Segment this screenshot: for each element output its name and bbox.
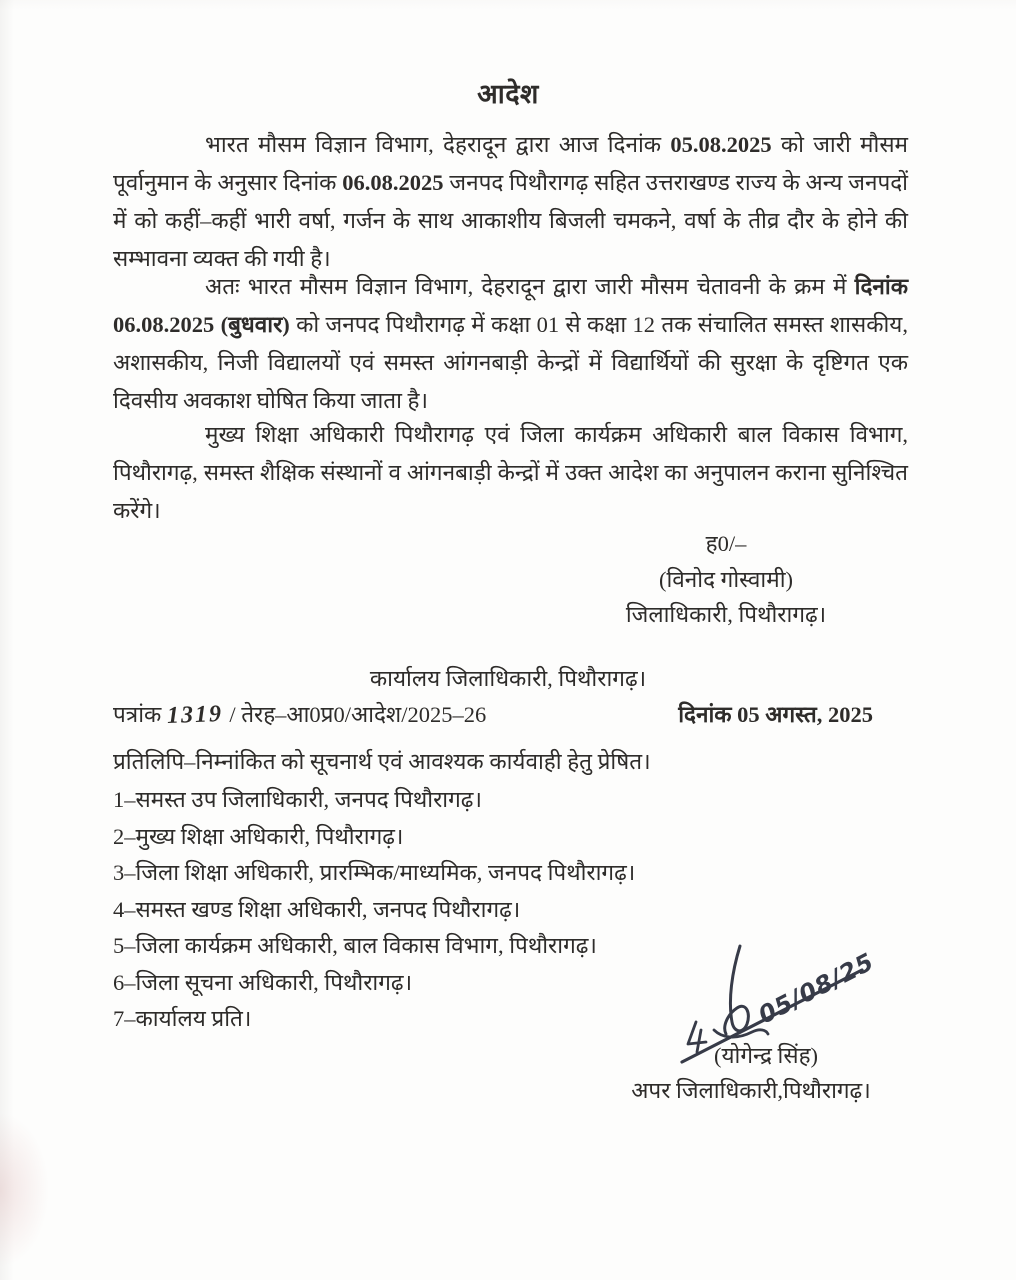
order-paragraph-holiday-declaration: अतः भारत मौसम विज्ञान विभाग, देहरादून द्वारा जारी मौसम चेतावनी के क्रम में दिनांक 06.08.2025 (बुधवार) को जनपद पिथौरागढ़ में कक्षा 01 से कक्षा 12 तक संचालित समस्त शासकीय, अशासकीय, निजी विद्यालयों एवं समस्त आंगनबाड़ी केन्द्रों में विद्यार्थियों की सुरक्षा के दृष्टिगत एक दिवसीय अवकाश घोषित किया जाता है। bbox=[113, 274, 908, 413]
reference-label: पत्रांक bbox=[113, 702, 162, 727]
handwritten-reference-number: 1319 bbox=[166, 701, 224, 729]
list-item: 5–जिला कार्यक्रम अधिकारी, बाल विकास विभाग, पिथौरागढ़। bbox=[113, 933, 597, 958]
signature-date-note: 05/08/25 bbox=[754, 947, 879, 1030]
list-item: 6–जिला सूचना अधिकारी, पिथौरागढ़। bbox=[113, 969, 413, 995]
signatory-designation: जिलाधिकारी, पिथौरागढ़। bbox=[625, 602, 827, 627]
list-item: 7–कार्यालय प्रति। bbox=[113, 1006, 252, 1031]
order-paragraph-forecast: भारत मौसम विज्ञान विभाग, देहरादून द्वारा आज दिनांक 05.08.2025 को जारी मौसम पूर्वानुमान के अनुसार दिनांक 06.08.2025 जनपद पिथौरागढ़ सहित उत्तराखण्ड राज्य के अन्य जनपदों में को कहीं–कहीं भारी वर्षा, गर्जन के साथ आकाशीय बिजली चमकने, वर्षा के तीव्र दौर के होने की सम्भावना व्यक्त की गयी है। bbox=[113, 132, 909, 271]
list-item: 1–समस्त उप जिलाधिकारी, जनपद पिथौरागढ़। bbox=[113, 787, 483, 812]
bottom-signatory-block bbox=[566, 947, 896, 1108]
list-item: 4–समस्त खण्ड शिक्षा अधिकारी, जनपद पिथौरागढ़। bbox=[113, 896, 521, 922]
reference-line bbox=[113, 698, 873, 729]
signatory-block bbox=[551, 526, 876, 633]
order-date: दिनांक 05 अगस्त, 2025 bbox=[678, 702, 873, 727]
reference-number bbox=[113, 698, 486, 729]
order-paragraph-compliance: मुख्य शिक्षा अधिकारी पिथौरागढ़ एवं जिला कार्यक्रम अधिकारी बाल विकास विभाग, पिथौरागढ़, समस्त शैक्षिक संस्थानों व आंगनबाड़ी केन्द्रों में उक्त आदेश का अनुपालन कराना सुनिश्चित करेंगे। bbox=[113, 422, 908, 523]
signed-mark: ह0/– bbox=[705, 531, 747, 556]
reference-suffix: / तेरह–आ0प्र0/आदेश/2025–26 bbox=[229, 702, 487, 727]
signatory-name: (विनोद गोस्वामी) bbox=[658, 566, 794, 592]
list-item: 3–जिला शिक्षा अधिकारी, प्रारम्भिक/माध्यमिक, जनपद पिथौरागढ़। bbox=[113, 860, 636, 885]
document-title: आदेश bbox=[477, 79, 539, 109]
bottom-signatory-designation: अपर जिलाधिकारी,पिथौरागढ़। bbox=[631, 1078, 871, 1103]
office-name: कार्यालय जिलाधिकारी, पिथौरागढ़। bbox=[369, 666, 647, 691]
list-item: 2–मुख्य शिक्षा अधिकारी, पिथौरागढ़। bbox=[113, 823, 404, 849]
copy-section-heading: प्रतिलिपि–निम्नांकित को सूचनार्थ एवं आवश्यक कार्यवाही हेतु प्रेषित। bbox=[113, 749, 651, 774]
bottom-signatory-name: (योगेन्द्र सिंह) bbox=[713, 1043, 819, 1068]
